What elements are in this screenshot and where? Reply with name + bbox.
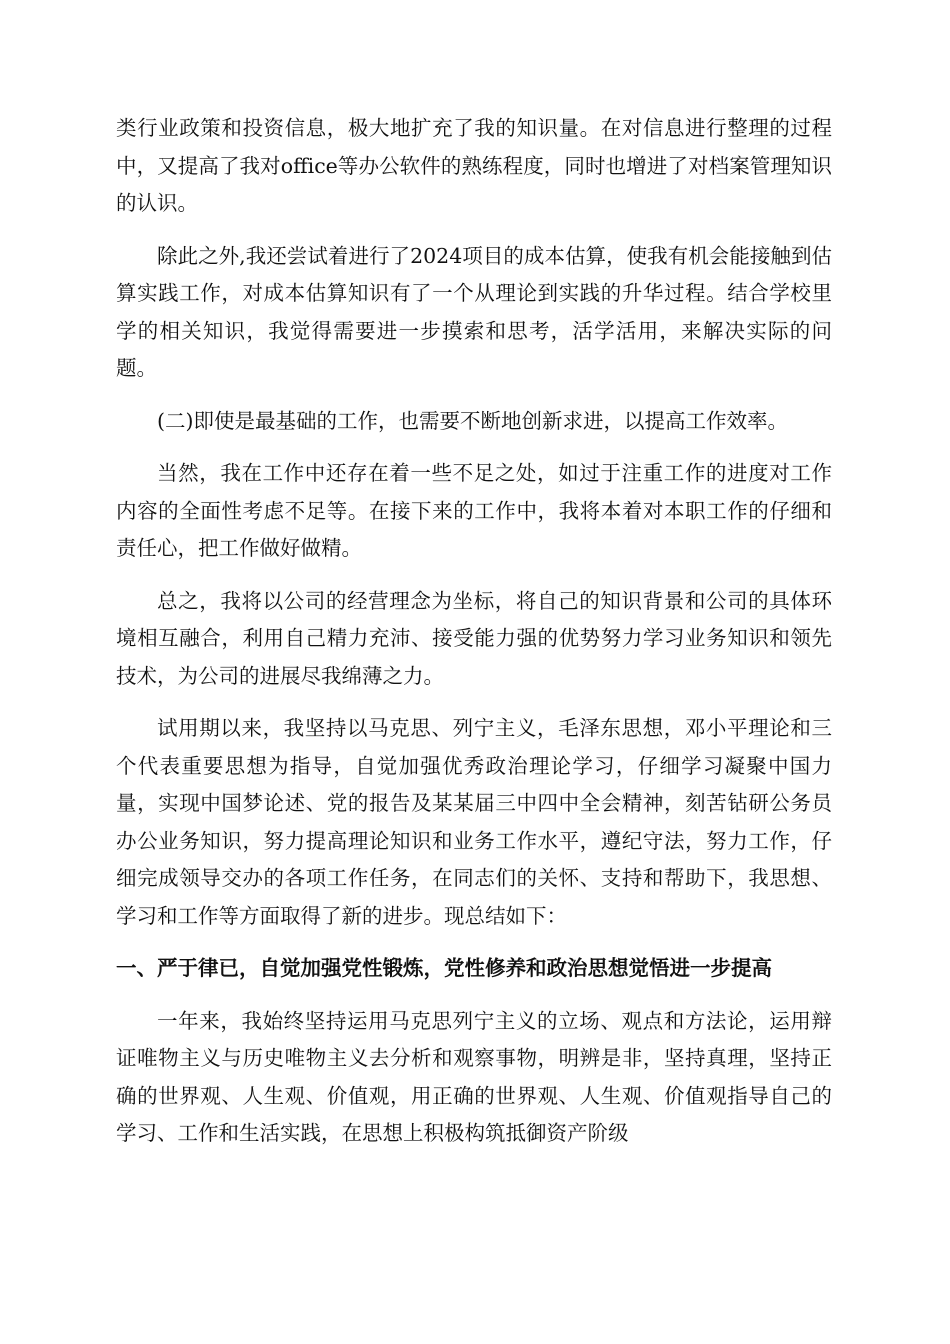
paragraph-continuation: 类行业政策和投资信息，极大地扩充了我的知识量。在对信息进行整理的过程中，又提高了我对office等办公软件的熟练程度，同时也增进了对档案管理知识的认识。 xyxy=(116,116,832,215)
paragraph-point-two: (二)即使是最基础的工作，也需要不断地创新求进，以提高工作效率。 xyxy=(157,408,788,433)
paragraph-shortcomings: 当然，我在工作中还存在着一些不足之处，如过于注重工作的进度对工作内容的全面性考虑不足等。在接下来的工作中，我将本着对本职工作的仔细和责任心，把工作做好做精。 xyxy=(116,461,832,560)
section-heading: 一、严于律已，自觉加强党性锻炼，党性修养和政治思想觉悟进一步提高 xyxy=(116,956,772,980)
paragraph-cost-estimate: 除此之外,我还尝试着进行了2024项目的成本估算，使我有机会能接触到估算实践工作，对成本估算知识有了一个从理论到实践的升华过程。结合学校里学的相关知识，我觉得需要进一步摸索和思考，活学活用，来解决实际的问题。 xyxy=(116,243,832,380)
document-body xyxy=(116,110,832,1168)
paragraph-ideology: 一年来，我始终坚持运用马克思列宁主义的立场、观点和方法论，运用辩证唯物主义与历史唯物主义去分析和观察事物，明辨是非，坚持真理，坚持正确的世界观、人生观、价值观，用正确的世界观、人生观、价值观指导自己的学习、工作和生活实践，在思想上积极构筑抵御资产阶级 xyxy=(116,1008,832,1145)
paragraph-conclusion: 总之，我将以公司的经营理念为坐标，将自己的知识背景和公司的具体环境相互融合，利用自己精力充沛、接受能力强的优势努力学习业务知识和领先技术，为公司的进展尽我绵薄之力。 xyxy=(116,588,832,688)
paragraph-probation-summary: 试用期以来，我坚持以马克思、列宁主义，毛泽东思想，邓小平理论和三个代表重要思想为指导，自觉加强优秀政治理论学习，仔细学习凝聚中国力量，实现中国梦论述、党的报告及某某届三中四中全会精神，刻苦钻研公务员办公业务知识，努力提高理论知识和业务工作水平，遵纪守法，努力工作，仔细完成领导交办的各项工作任务，在同志们的关怀、支持和帮助下，我思想、学习和工作等方面取得了新的进步。现总结如下： xyxy=(116,716,832,928)
